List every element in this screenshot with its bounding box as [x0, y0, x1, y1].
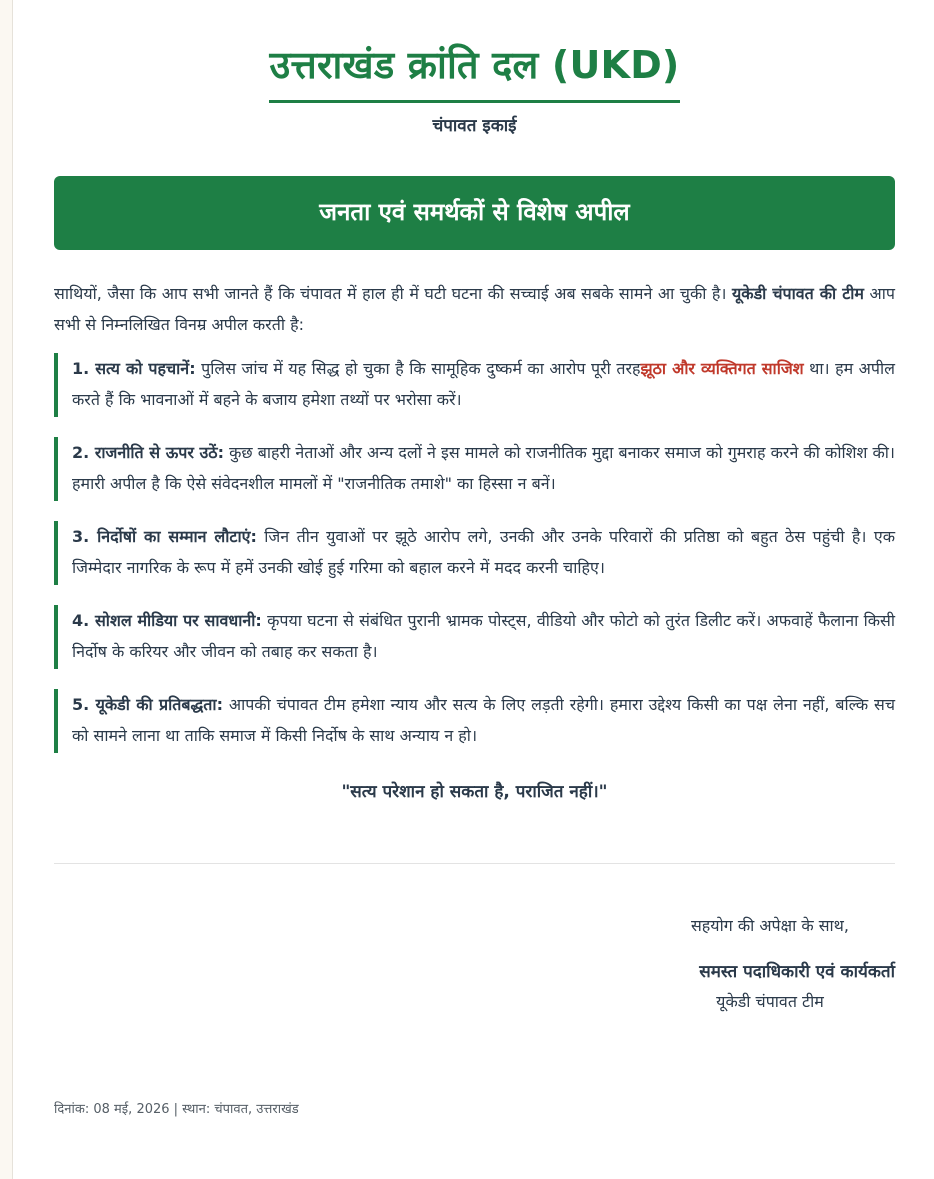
intro-team-name: यूकेडी चंपावत की टीम — [732, 284, 865, 303]
unit-subtitle: चंपावत इकाई — [432, 116, 517, 136]
appeal-point — [54, 437, 895, 501]
appeal-point-lead: 2. राजनीति से ऊपर उठें: — [72, 443, 224, 462]
motto-quote: "सत्य परेशान हो सकता है, पराजित नहीं।" — [341, 782, 608, 802]
appeal-banner: जनता एवं समर्थकों से विशेष अपील — [54, 176, 895, 250]
appeal-point-text: था। हम अपील करते हैं कि भावनाओं में बहने के बजाय हमेशा तथ्यों पर भरोसा करें। — [72, 359, 895, 409]
appeal-point-text: पुलिस जांच में यह सिद्ध हो चुका है कि सामूहिक दुष्कर्म का आरोप पूरी तरह — [195, 359, 641, 378]
appeal-point-text: आपकी चंपावत टीम हमेशा न्याय और सत्य के लिए लड़ती रहेगी। हमारा उद्देश्य किसी का पक्ष लेना नहीं, बल्कि सच को सामने लाना था ताकि समाज में किसी निर्दोष के साथ अन्याय न हो। — [72, 695, 895, 745]
appeal-point-lead: 3. निर्दोषों का सम्मान लौटाएं: — [72, 527, 257, 546]
party-title: उत्तराखंड क्रांति दल (UKD) — [269, 38, 679, 103]
appeal-point-lead: 5. यूकेडी की प्रतिबद्धता: — [72, 695, 223, 714]
signature-block — [54, 914, 895, 1014]
date-place-footer: दिनांक: 08 मई, 2026 | स्थान: चंपावत, उत्तराखंड — [54, 1102, 299, 1117]
signatory-team: यूकेडी चंपावत टीम — [716, 992, 824, 1011]
appeal-point-text: कृपया घटना से संबंधित पुरानी भ्रामक पोस्ट्स, वीडियो और फोटो को तुरंत डिलीट करें। अफवाहें फैलाना किसी निर्दोष के करियर और जीवन को तबाह कर सकता है। — [72, 611, 895, 661]
document-header — [54, 0, 895, 138]
appeal-point-text: जिन तीन युवाओं पर झूठे आरोप लगे, उनकी और उनके परिवारों की प्रतिष्ठा को बहुत ठेस पहुंची है। एक जिम्मेदार नागरिक के रूप में हमें उनकी खोई हुई गरिमा को बहाल करने में मदद करनी चाहिए। — [72, 527, 895, 577]
regards-line: सहयोग की अपेक्षा के साथ, — [690, 916, 849, 935]
intro-paragraph — [54, 278, 895, 340]
divider — [54, 863, 895, 864]
appeal-point — [54, 689, 895, 753]
document-content — [54, 0, 895, 1117]
appeal-point-lead: 1. सत्य को पहचानें: — [72, 359, 196, 378]
appeal-point — [54, 353, 895, 417]
appeal-point-lead: 4. सोशल मीडिया पर सावधानी: — [72, 611, 262, 630]
document-page — [12, 0, 934, 1179]
signatory-org: समस्त पदाधिकारी एवं कार्यकर्ता — [699, 962, 895, 982]
appeal-point — [54, 521, 895, 585]
intro-text: साथियों, जैसा कि आप सभी जानते हैं कि चंपावत में हाल ही में घटी घटना की सच्चाई अब सबके सामने आ चुकी है। — [54, 284, 727, 303]
appeal-point — [54, 605, 895, 669]
appeal-points — [54, 353, 895, 753]
appeal-point-highlight: झूठा और व्यक्तिगत साजिश — [640, 359, 804, 378]
intro-text-rest: आप सभी से निम्नलिखित विनम्र अपील करती है: — [54, 284, 895, 334]
appeal-point-text: कुछ बाहरी नेताओं और अन्य दलों ने इस मामले को राजनीतिक मुद्दा बनाकर समाज को गुमराह करने की कोशिश की। हमारी अपील है कि ऐसे संवेदनशील मामलों में "राजनीतिक तमाशे" का हिस्सा न बनें। — [72, 443, 895, 493]
